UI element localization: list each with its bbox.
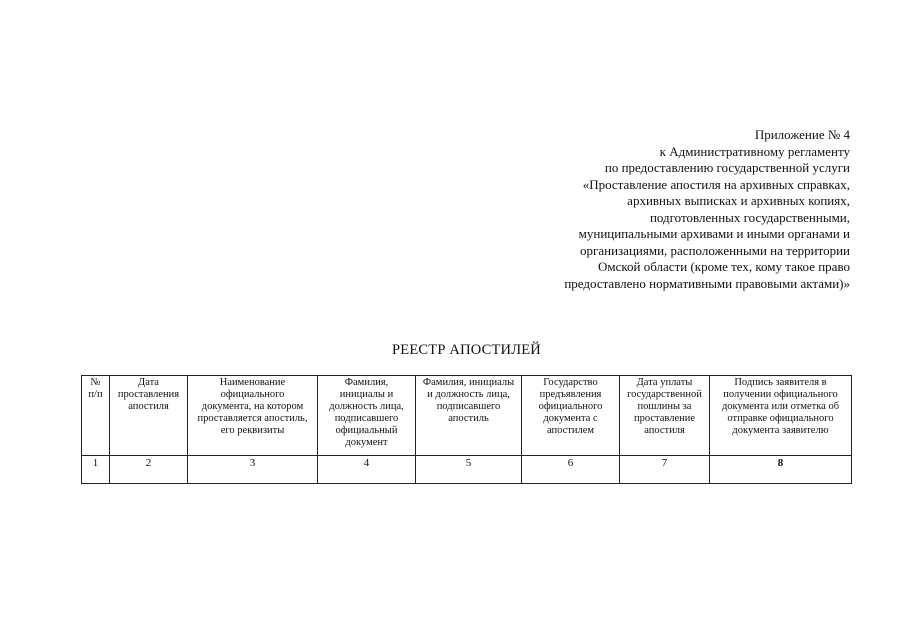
header-text: проставление xyxy=(633,413,696,424)
header-text: подписавшего xyxy=(334,413,399,424)
header-text: отправке официального xyxy=(727,413,834,424)
column-number-cell: 3 xyxy=(188,456,318,484)
apostille-registry-table xyxy=(81,375,852,484)
header-text: документ xyxy=(345,437,388,448)
appendix-line: Омской области (кроме тех, кому такое право xyxy=(598,259,850,274)
header-cell-date-apostille xyxy=(110,376,188,456)
header-text: Фамилия, инициалы xyxy=(422,377,515,388)
column-number-cell: 1 xyxy=(82,456,110,484)
appendix-line: подготовленных государственными, xyxy=(649,209,850,225)
appendix-line: по предоставлению государственной услуги xyxy=(604,160,850,175)
header-text: апостилем xyxy=(546,425,595,436)
header-text: Фамилия, xyxy=(344,377,389,388)
header-cell-apostille-signer xyxy=(416,376,522,456)
header-text: инициалы и xyxy=(339,389,394,400)
column-number-cell: 6 xyxy=(522,456,620,484)
header-cell-state-presentation xyxy=(522,376,620,456)
header-text: Государство xyxy=(543,377,598,388)
header-text: официальный xyxy=(335,425,398,436)
header-text: апостиля xyxy=(644,425,685,436)
appendix-line: к Административному регламенту xyxy=(659,143,850,159)
header-text: п/п xyxy=(88,389,103,400)
header-text: государственной xyxy=(627,389,702,400)
header-text: пошлины за xyxy=(637,401,692,412)
appendix-line: организациями, расположенными на территории xyxy=(580,242,850,258)
header-cell-document-name xyxy=(188,376,318,456)
header-cell-applicant-signature xyxy=(710,376,852,456)
header-text: документа или отметка об xyxy=(721,401,840,412)
header-text: Дата уплаты xyxy=(636,377,693,388)
header-text: Дата xyxy=(138,377,159,388)
header-text: документа заявителю xyxy=(732,425,829,436)
column-number-cell: 2 xyxy=(110,456,188,484)
table-header-row xyxy=(82,376,852,456)
appendix-line: муниципальными архивами и иными органами и xyxy=(578,226,850,241)
header-text: предъявления xyxy=(539,389,602,400)
header-cell-fee-date xyxy=(620,376,710,456)
header-text: получении официального xyxy=(723,389,838,400)
header-text: Подпись заявителя в xyxy=(734,377,827,388)
header-text: и должность лица, xyxy=(427,389,510,400)
header-text: апостиль xyxy=(448,413,489,424)
header-text: документа с xyxy=(543,413,598,424)
appendix-line: предоставлено нормативными правовыми актами)» xyxy=(564,275,850,291)
appendix-line: архивных выписках и архивных копиях, xyxy=(627,193,850,208)
column-number-cell: 7 xyxy=(620,456,710,484)
header-cell-document-signer xyxy=(318,376,416,456)
header-text: официального xyxy=(220,389,285,400)
header-text: подписавшего xyxy=(436,401,501,412)
appendix-line: «Проставление апостиля на архивных справках, xyxy=(582,176,850,192)
header-text: Наименование xyxy=(219,377,286,388)
header-text: проставляется апостиль, xyxy=(197,413,308,424)
document-title: РЕЕСТР АПОСТИЛЕЙ xyxy=(392,342,541,358)
header-text: № xyxy=(90,377,101,388)
table-column-number-row xyxy=(82,456,852,484)
header-cell-number xyxy=(82,376,110,456)
header-text: апостиля xyxy=(128,401,169,412)
header-text: документа, на котором xyxy=(201,401,304,412)
header-text: проставления xyxy=(117,389,180,400)
column-number-cell: 8 xyxy=(710,456,852,484)
appendix-heading xyxy=(430,127,850,292)
appendix-line: Приложение № 4 xyxy=(754,127,850,142)
column-number-cell: 5 xyxy=(416,456,522,484)
header-text: его реквизиты xyxy=(220,425,285,436)
header-text: должность лица, xyxy=(329,401,404,412)
column-number-cell: 4 xyxy=(318,456,416,484)
header-text: официального xyxy=(538,401,603,412)
